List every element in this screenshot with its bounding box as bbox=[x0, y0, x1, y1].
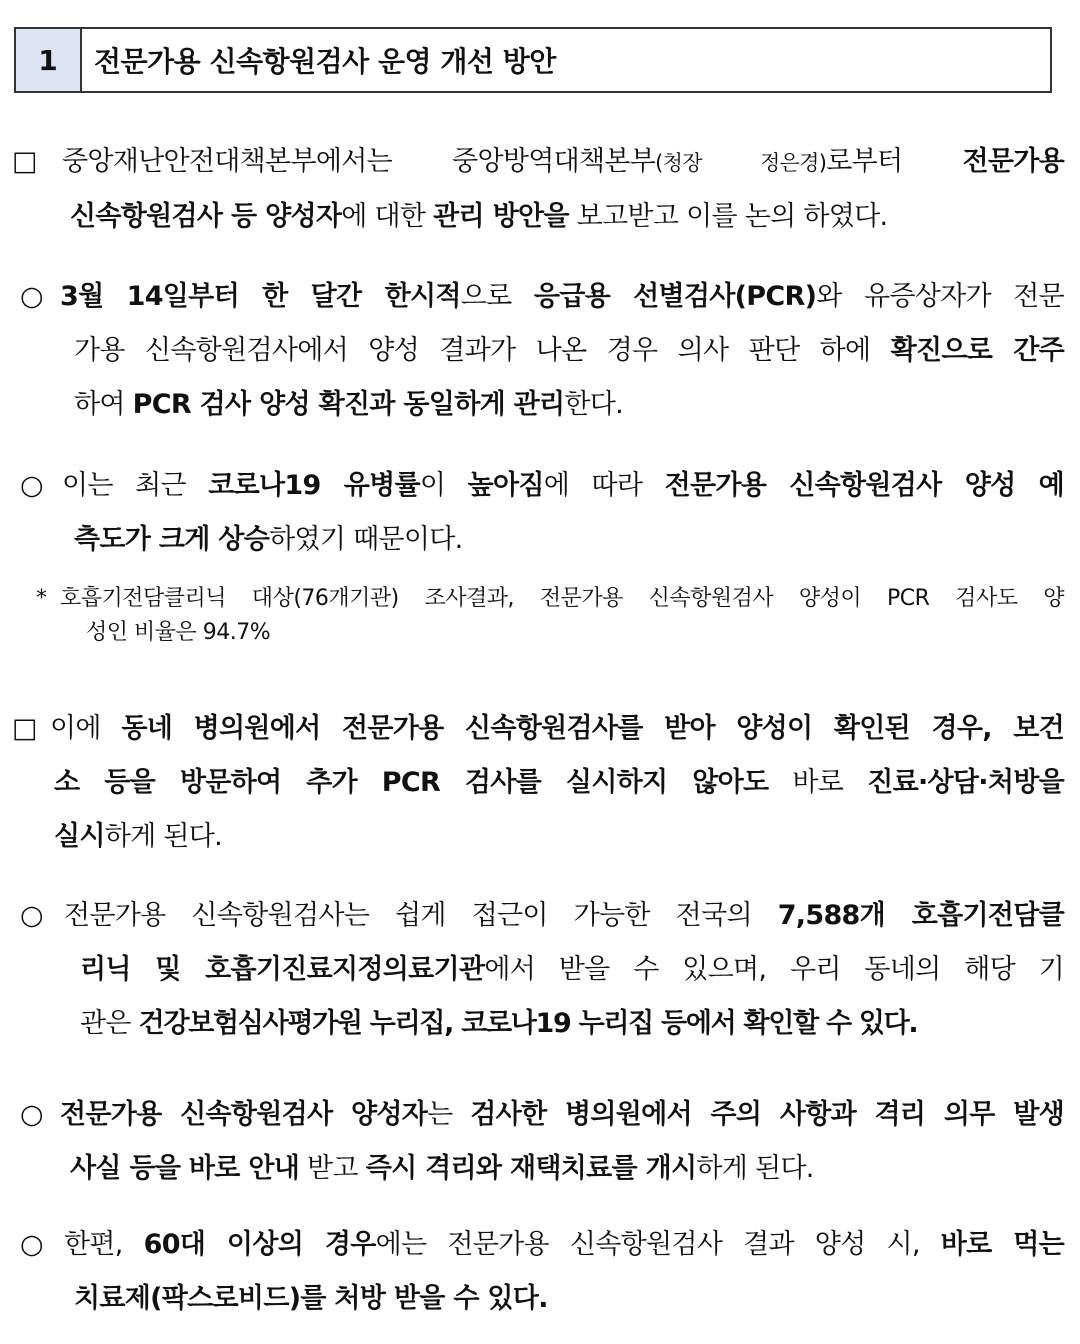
bold-text: 진료·상담·처방을 bbox=[867, 767, 1065, 798]
text: 으로 bbox=[460, 281, 534, 312]
paragraph-circle-3 bbox=[20, 889, 1064, 1051]
section-title: 전문가용 신속항원검사 운영 개선 방안 bbox=[94, 45, 556, 78]
bold-text: 소 등을 방문하여 추가 PCR 검사를 실시하지 않아도 bbox=[54, 767, 769, 798]
square-bullet: □ bbox=[12, 146, 37, 177]
bold-text: 측도가 크게 상승 bbox=[74, 524, 270, 555]
text-line bbox=[64, 1218, 1064, 1272]
bold-text: 신속항원검사 등 양성자 bbox=[70, 201, 342, 232]
text-line bbox=[50, 702, 1064, 756]
bold-text: 높아짐 bbox=[467, 470, 544, 501]
text-line bbox=[74, 378, 1064, 432]
text-line bbox=[64, 889, 1064, 943]
text-line bbox=[70, 190, 1064, 244]
text-line bbox=[62, 459, 1064, 513]
text-line bbox=[54, 756, 1064, 810]
text: 에서 받을 수 있으며, 우리 동네의 해당 기 bbox=[484, 954, 1065, 985]
text: 하였기 때문이다. bbox=[269, 524, 463, 555]
circle-bullet: ○ bbox=[20, 281, 43, 312]
footnote bbox=[36, 582, 1064, 650]
bold-text: 7,588개 호흡기전담클 bbox=[777, 900, 1064, 931]
text: 에 따라 bbox=[543, 470, 665, 501]
bold-text: 전문가용 신속항원검사 양성자 bbox=[60, 1099, 428, 1130]
text: 보고받고 이를 논의 하였다. bbox=[568, 201, 888, 232]
bold-text: 검사한 병의원에서 주의 사항과 격리 의무 발생 bbox=[470, 1099, 1064, 1130]
text: 전문가용 신속항원검사는 쉽게 접근이 가능한 전국의 bbox=[64, 900, 778, 931]
text: 는 bbox=[427, 1099, 471, 1130]
bold-text: 동네 병의원에서 전문가용 신속항원검사를 받아 양성이 확인된 경우, 보건 bbox=[121, 713, 1064, 744]
paragraph-circle-4 bbox=[20, 1088, 1064, 1196]
text: 로부터 bbox=[826, 146, 963, 177]
bold-text: 응급용 선별검사(PCR) bbox=[533, 281, 817, 312]
text: 에는 전문가용 신속항원검사 결과 양성 시, bbox=[375, 1229, 941, 1260]
text: 이는 최근 bbox=[62, 470, 209, 501]
text: 관은 bbox=[80, 1008, 139, 1039]
bold-text: 전문가용 bbox=[962, 146, 1065, 177]
text: 중앙재난안전대책본부에서는 중앙방역대책본부 bbox=[62, 146, 656, 177]
bold-text: 즉시 격리와 재택치료를 개시 bbox=[365, 1153, 697, 1184]
bold-text: 관리 방안을 bbox=[433, 201, 569, 232]
text: 이에 bbox=[50, 713, 122, 744]
bold-text: 바로 먹는 bbox=[940, 1229, 1065, 1260]
bold-text: 확진으로 간주 bbox=[890, 335, 1064, 366]
text: (청장 정은경) bbox=[655, 151, 827, 175]
square-bullet: □ bbox=[12, 713, 37, 744]
text: 받고 bbox=[299, 1153, 366, 1184]
text-line bbox=[54, 810, 1064, 864]
text: 에 대한 bbox=[341, 201, 434, 232]
bold-text: 60대 이상의 경우 bbox=[143, 1229, 376, 1260]
section-number: 1 bbox=[16, 29, 82, 91]
circle-bullet: ○ bbox=[20, 470, 43, 501]
text-line bbox=[62, 135, 1064, 190]
text-line bbox=[74, 513, 1064, 567]
text: 하게 된다. bbox=[104, 821, 223, 852]
text: 이 bbox=[419, 470, 468, 501]
text: 와 유증상자가 전문 bbox=[816, 281, 1064, 312]
text: 하여 bbox=[74, 389, 133, 420]
asterisk-marker: * bbox=[36, 586, 47, 611]
text: 한편, bbox=[64, 1229, 144, 1260]
text-line bbox=[74, 1272, 1064, 1326]
text-line bbox=[70, 1142, 1064, 1196]
bold-text: 치료제(팍스로비드)를 처방 받을 수 있다. bbox=[74, 1283, 548, 1314]
text-line bbox=[74, 324, 1064, 378]
text: 가용 신속항원검사에서 양성 결과가 나온 경우 의사 판단 하에 bbox=[74, 335, 891, 366]
text-line bbox=[80, 943, 1064, 997]
circle-bullet: ○ bbox=[20, 1099, 43, 1130]
circle-bullet: ○ bbox=[20, 900, 43, 931]
section-header bbox=[14, 27, 1052, 93]
text-line bbox=[80, 997, 1064, 1051]
bold-text: 코로나19 유병률 bbox=[208, 470, 420, 501]
bold-text: 리닉 및 호흡기진료지정의료기관 bbox=[80, 954, 485, 985]
text-line bbox=[60, 1088, 1064, 1142]
circle-bullet: ○ bbox=[20, 1229, 43, 1260]
paragraph-square-1 bbox=[12, 135, 1064, 244]
text-line bbox=[60, 270, 1064, 324]
text: 바로 bbox=[768, 767, 868, 798]
paragraph-circle-2 bbox=[20, 459, 1064, 567]
bold-text: PCR 검사 양성 확진과 동일하게 관리 bbox=[132, 389, 565, 420]
text: 한다. bbox=[564, 389, 624, 420]
footnote-line: 성인 비율은 94.7% bbox=[86, 620, 271, 645]
bold-text: 전문가용 신속항원검사 양성 예 bbox=[664, 470, 1064, 501]
bold-text: 3월 14일부터 한 달간 한시적 bbox=[60, 281, 461, 312]
text: 하게 된다. bbox=[696, 1153, 814, 1184]
bold-text: 사실 등을 바로 안내 bbox=[70, 1153, 300, 1184]
paragraph-circle-1 bbox=[20, 270, 1064, 432]
bold-text: 실시 bbox=[54, 821, 105, 852]
paragraph-circle-5 bbox=[20, 1218, 1064, 1326]
bold-text: 건강보험심사평가원 누리집, 코로나19 누리집 등에서 확인할 수 있다. bbox=[138, 1008, 918, 1039]
footnote-line: 호흡기전담클리닉 대상(76개기관) 조사결과, 전문가용 신속항원검사 양성이 PCR 검사도 양 bbox=[60, 586, 1064, 611]
paragraph-square-2 bbox=[12, 702, 1064, 864]
